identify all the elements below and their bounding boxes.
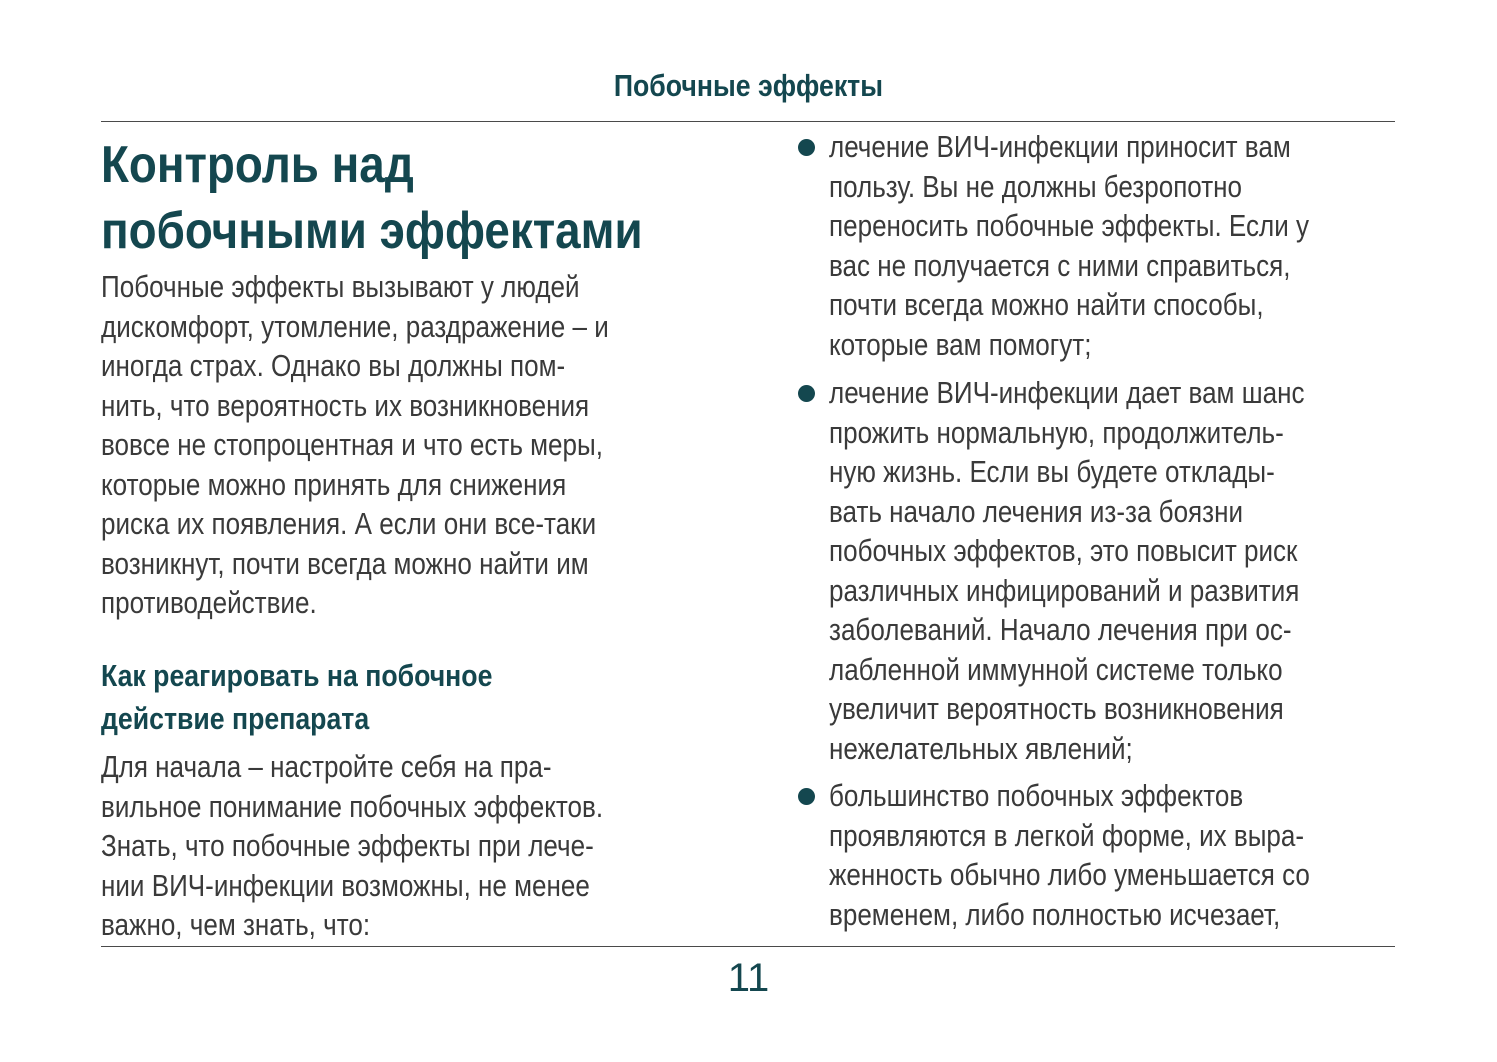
subheading-line: действие препарата [101,701,370,736]
text-line: лабленной иммунной системе только [829,651,1283,687]
bullet-dot-icon [798,139,815,156]
text-line: прожить нормальную, продолжитель- [829,414,1284,450]
bullet-item [829,373,1304,768]
text-line: женность обычно либо уменьшается со [829,857,1310,892]
text-line: которые можно принять для снижения [101,466,567,502]
text-line: нить, что вероятность их возникновения [101,387,590,423]
text-line: Для начала – настройте себя на пра- [101,749,552,784]
text-line: дискомфорт, утомление, раздражение – и [101,308,609,344]
subheading-line: Как реагировать на побочное [101,658,493,693]
title-line: Контроль над [101,136,414,194]
bullet-dot-icon [798,788,815,805]
body-paragraph [101,747,603,945]
text-line: лечение ВИЧ-инфекции приносит вам [829,129,1291,164]
text-line: нежелательных явлений; [829,730,1133,766]
text-line: ную жизнь. Если вы будете отклады- [829,454,1275,489]
text-line: большинство побочных эффектов [829,778,1244,813]
text-line: вовсе не стопроцентная и что есть меры, [101,427,603,462]
text-line: вас не получается с ними справиться, [829,247,1291,283]
page-title [101,132,643,264]
bullet-item [829,127,1309,364]
text-line: лечение ВИЧ-инфекции дает вам шанс [829,375,1305,410]
text-line: иногда страх. Однако вы должны пом- [101,348,566,383]
top-rule [101,121,1395,122]
section-header: Побочные эффекты [613,68,883,103]
page-number: 11 [727,956,770,1000]
bullet-dot-icon [798,385,815,402]
bullet-item [829,776,1310,934]
text-line: вать начало лечения из-за боязни [829,493,1244,529]
text-line: которые вам помогут; [829,326,1092,362]
text-line: вильное понимание побочных эффектов. [101,788,604,824]
subheading [101,654,492,740]
text-line: переносить побочные эффекты. Если у [829,208,1310,243]
text-line: увеличит вероятность возникновения [829,691,1284,726]
text-line: возникнут, почти всегда можно найти им [101,545,589,581]
text-line: Побочные эффекты вызывают у людей [101,269,580,304]
text-line: противодействие. [101,585,317,620]
intro-paragraph [101,267,609,623]
text-line: важно, чем знать, что: [101,907,371,942]
text-line: различных инфицирований и развития [829,572,1300,608]
title-line: побочными эффектами [101,202,643,260]
text-line: проявляются в легкой форме, их выра- [829,817,1305,853]
text-line: побочных эффектов, это повысит риск [829,533,1298,568]
text-line: заболеваний. Начало лечения при ос- [829,612,1292,647]
text-line: временем, либо полностью исчезает, [829,896,1281,932]
text-line: риска их появления. А если они все-таки [101,506,597,541]
text-line: пользу. Вы не должны безропотно [829,168,1243,204]
bottom-rule [101,946,1395,947]
text-line: почти всегда можно найти способы, [829,287,1264,322]
text-line: нии ВИЧ-инфекции возможны, не менее [101,867,590,903]
text-line: Знать, что побочные эффекты при лече- [101,828,594,863]
